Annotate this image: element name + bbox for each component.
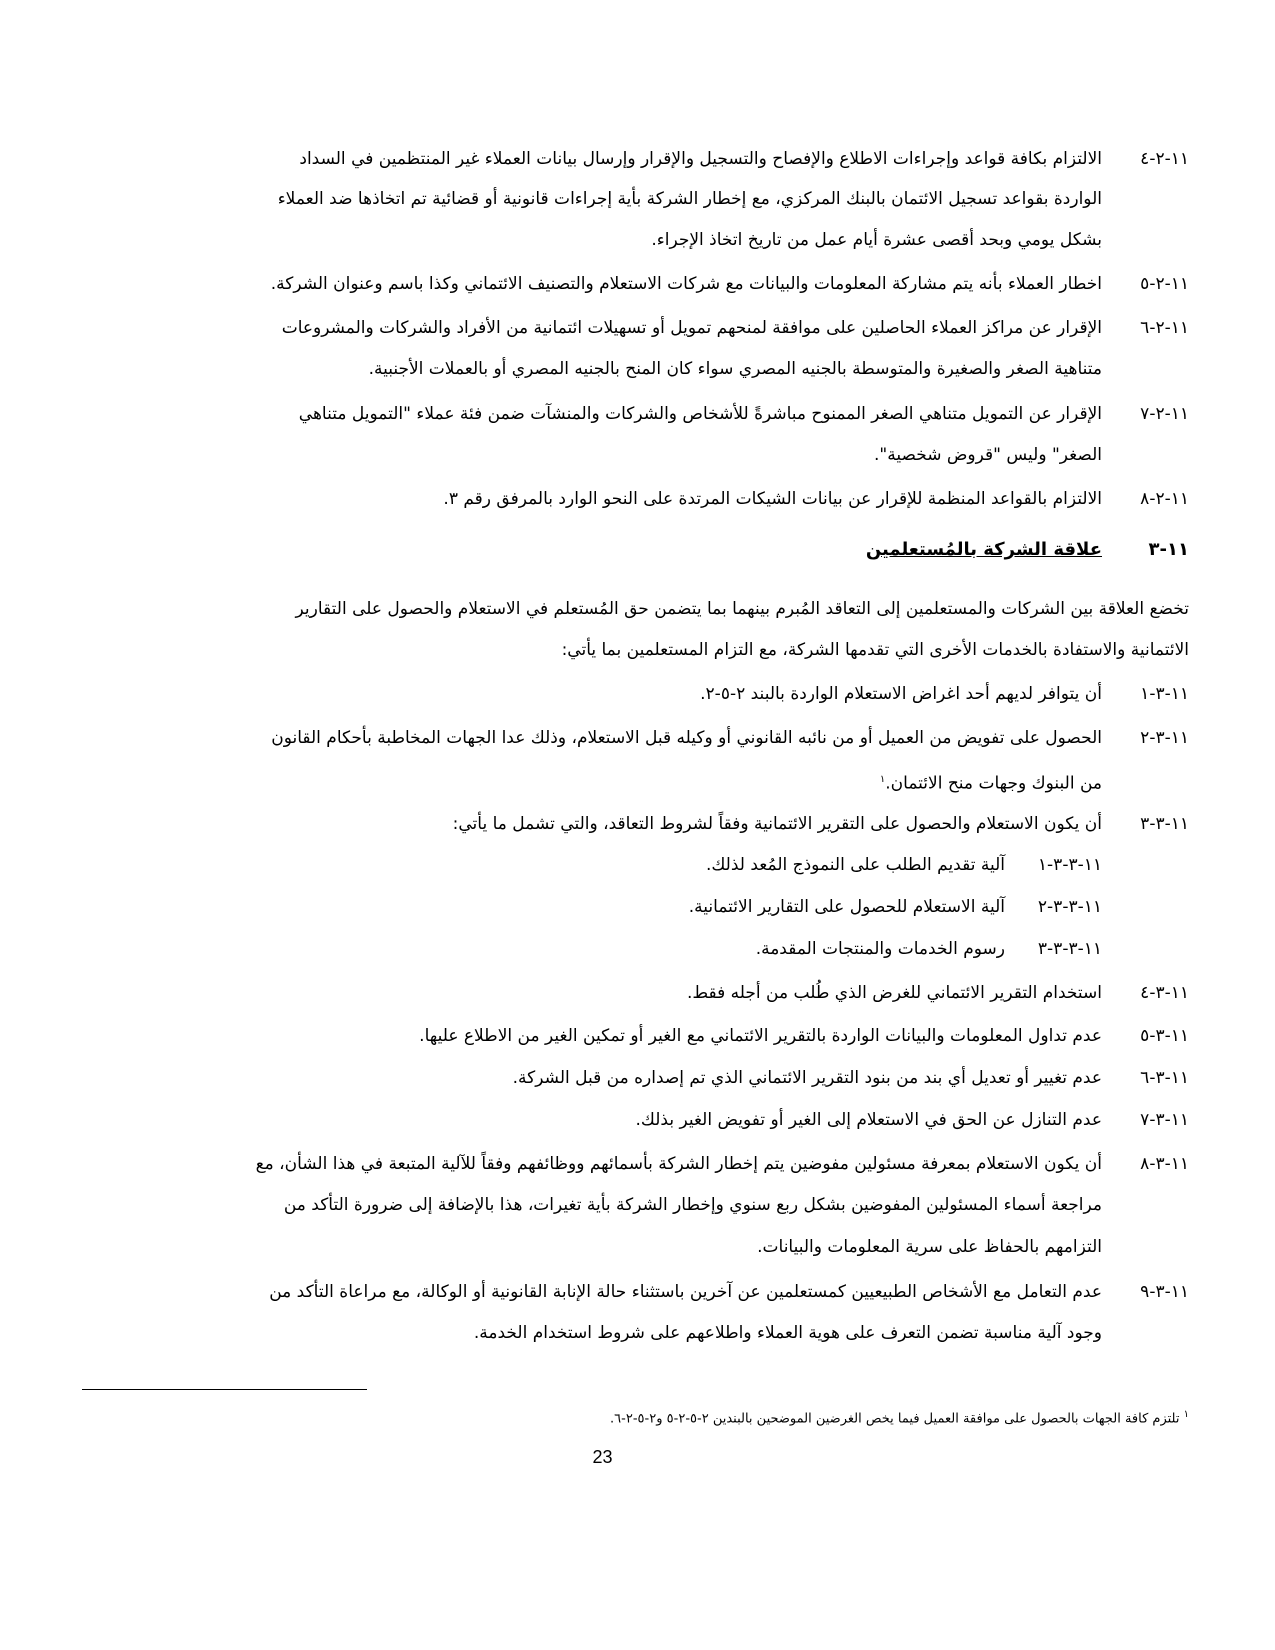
footnote-marker: ١ [1183,1409,1189,1420]
item-number: ١١-٣-٢ [1140,728,1189,748]
item-number: ١١-٢-٧ [1140,404,1189,424]
section-title: علاقة الشركة بالمُستعلمين [865,539,1102,560]
footnote-text: تلتزم كافة الجهات بالحصول على موافقة العميل فيما يخص الغرضين الموضحين بالبندين ٢-٥-٢-٥ و٢-٥-٢-٦. [610,1411,1180,1427]
paragraph-line: عدم تداول المعلومات والبيانات الواردة بالتقرير الائتماني مع الغير أو تمكين الغير من الاطلاع عليها. [419,1026,1102,1046]
section-number: ١١-٣ [1148,539,1189,560]
subitem-number: ١١-٣-٣-٣ [1037,939,1102,959]
paragraph-line: مراجعة أسماء المسئولين المفوضين بشكل ربع سنوي وإخطار الشركة بأية تغيرات، هذا بالإضافة إلى ضرورة التأكد من [283,1195,1102,1215]
subitem-number: ١١-٣-٣-١ [1037,855,1102,875]
item-number: ١١-٣-٦ [1140,1068,1189,1088]
paragraph-line: عدم تغيير أو تعديل أي بند من بنود التقرير الائتماني الذي تم إصداره من قبل الشركة. [512,1068,1102,1088]
page-number: 23 [592,1447,613,1467]
footnote-reference[interactable]: ١ [879,774,886,785]
item-number: ١١-٢-٨ [1140,489,1189,509]
paragraph-line: التزامهم بالحفاظ على سرية المعلومات والبيانات. [757,1237,1102,1257]
paragraph-line: الحصول على تفويض من العميل أو من نائبه القانوني أو وكيله قبل الاستعلام، وذلك عدا الجهات المخاطبة بأحكام القانون [271,728,1102,748]
item-number: ١١-٣-٥ [1140,1026,1189,1046]
intro-line: تخضع العلاقة بين الشركات والمستعلمين إلى التعاقد المُبرم بينهما بما يتضمن حق المُستعلم في الاستعلام والحصول على التقارير [295,599,1189,619]
paragraph-line: الصغر" وليس "قروض شخصية". [874,445,1102,465]
paragraph-line: الإقرار عن التمويل متناهي الصغر الممنوح مباشرةً للأشخاص والشركات والمنشآت ضمن فئة عملاء "التمويل متناهي [298,404,1102,424]
subitem-text: آلية الاستعلام للحصول على التقارير الائتمانية. [688,897,1005,917]
paragraph-line: الالتزام بكافة قواعد وإجراءات الاطلاع والإفصاح والتسجيل والإقرار وإرسال بيانات العملاء غير المنتظمين في السداد [299,149,1102,169]
footnote [610,1406,1189,1428]
paragraph-line: عدم التنازل عن الحق في الاستعلام إلى الغير أو تفويض الغير بذلك. [635,1110,1102,1130]
paragraph-line: اخطار العملاء بأنه يتم مشاركة المعلومات والبيانات مع شركات الاستعلام والتصنيف الائتماني وكذا باسم وعنوان الشركة. [270,274,1102,294]
item-number: ١١-٢-٥ [1140,274,1189,294]
paragraph-line: الإقرار عن مراكز العملاء الحاصلين على موافقة لمنحهم تمويل أو تسهيلات ائتمانية من الأفراد والشركات والمشروعات [281,318,1102,338]
footnote-separator [82,1389,367,1390]
paragraph-line: عدم التعامل مع الأشخاص الطبيعيين كمستعلمين عن آخرين باستثناء حالة الإنابة القانونية أو الوكالة، مع مراعاة التأكد من [269,1282,1102,1302]
paragraph-line: متناهية الصغر والصغيرة والمتوسطة بالجنيه المصري سواء كان المنح بالجنيه المصري أو بالعملات الأجنبية. [368,359,1102,379]
subitem-number: ١١-٣-٣-٢ [1037,897,1102,917]
subitem-text: آلية تقديم الطلب على النموذج المُعد لذلك. [705,855,1005,875]
subitem-text: رسوم الخدمات والمنتجات المقدمة. [755,939,1005,959]
item-number: ١١-٢-٤ [1140,149,1189,169]
paragraph-line: استخدام التقرير الائتماني للغرض الذي طُلب من أجله فقط. [687,983,1102,1003]
paragraph-line: الواردة بقواعد تسجيل الائتمان بالبنك المركزي، مع إخطار الشركة بأية إجراءات قانونية أو قضائية تم اتخاذها ضد العملاء [277,189,1102,209]
paragraph-line: من البنوك وجهات منح الائتمان.$^١$ [879,773,1102,794]
paragraph-line: الالتزام بالقواعد المنظمة للإقرار عن بيانات الشيكات المرتدة على النحو الوارد بالمرفق رقم ٣. [443,489,1102,509]
item-number: ١١-٣-٤ [1140,983,1189,1003]
item-number: ١١-٢-٦ [1140,318,1189,338]
item-number: ١١-٣-٩ [1140,1282,1189,1302]
intro-line: الائتمانية والاستفادة بالخدمات الأخرى التي تقدمها الشركة، مع التزام المستعلمين بما يأتي: [561,640,1189,660]
item-number: ١١-٣-٧ [1140,1110,1189,1130]
paragraph-line: وجود آلية مناسبة تضمن التعرف على هوية العملاء واطلاعهم على شروط استخدام الخدمة. [473,1323,1102,1343]
paragraph-line: أن يكون الاستعلام بمعرفة مسئولين مفوضين يتم إخطار الشركة بأسمائهم ووظائفهم وفقاً للآلية المتبعة في هذا الشأن، مع [255,1154,1102,1174]
paragraph-line: بشكل يومي وبحد أقصى عشرة أيام عمل من تاريخ اتخاذ الإجراء. [651,230,1102,250]
item-number: ١١-٣-١ [1140,684,1189,704]
item-number: ١١-٣-٣ [1140,814,1189,834]
paragraph-line: أن يتوافر لديهم أحد اغراض الاستعلام الواردة بالبند ٢-٥-٢. [700,684,1102,704]
paragraph-line: أن يكون الاستعلام والحصول على التقرير الائتمانية وفقاً لشروط التعاقد، والتي تشمل ما يأتي: [452,814,1102,834]
item-number: ١١-٣-٨ [1140,1154,1189,1174]
